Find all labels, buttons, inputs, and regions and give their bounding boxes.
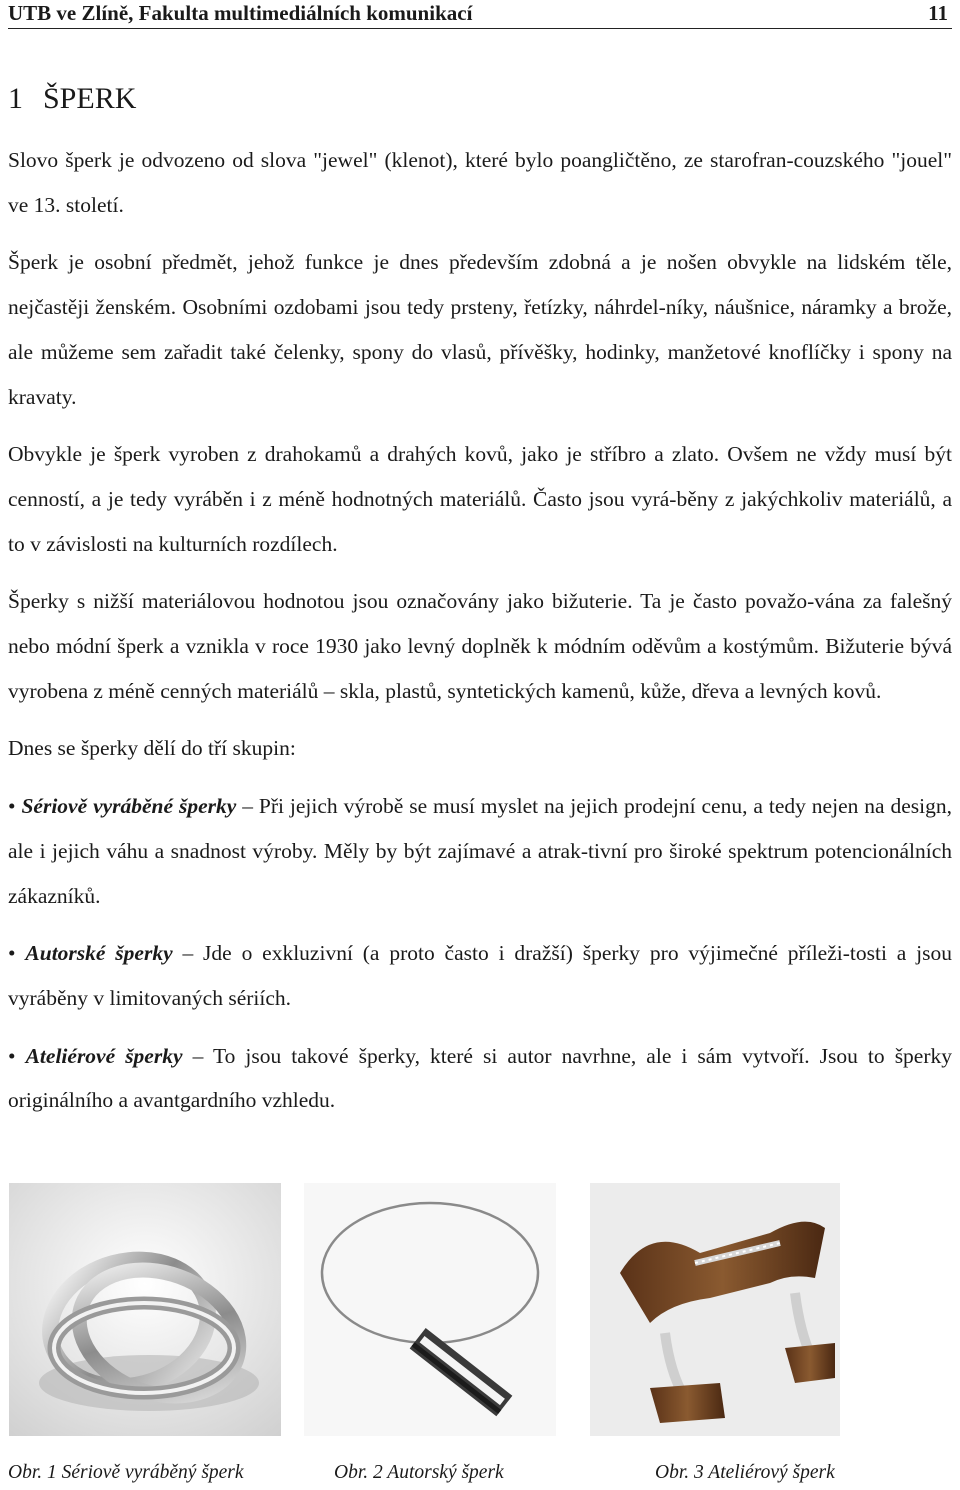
bullet-marker: • <box>8 794 16 819</box>
chapter-number: 1 <box>8 82 23 115</box>
caption-figure-3: Obr. 3 Ateliérový šperk <box>655 1462 835 1483</box>
bullet-term: Sériově vyráběné šperky <box>21 794 237 819</box>
bullet-marker: • <box>8 1043 16 1068</box>
bullet-text: – Při jejich výrobě se musí myslet na jejich prodejní cenu, a tedy nejen na design, ale i jejich váhu a snadnost výroby. Měly by být zajímavé a atrak-tivní pro široké spektrum potencionálních zákazníků. <box>8 794 953 908</box>
figure-pendant-photo <box>304 1183 556 1436</box>
bullet-term: Autorské šperky <box>25 941 173 966</box>
figures-row <box>0 1183 960 1443</box>
chapter-heading <box>8 82 136 116</box>
paragraph-groups-intro: Dnes se šperky dělí do tří skupin: <box>8 736 296 761</box>
chapter-title: ŠPERK <box>43 82 137 115</box>
figure-rings-photo <box>9 1183 281 1436</box>
caption-figure-1: Obr. 1 Sériově vyráběný šperk <box>8 1462 244 1483</box>
header-title: UTB ve Zlíně, Fakulta multimediálních komunikací <box>8 1 473 25</box>
page-header <box>8 0 952 29</box>
rings-illustration <box>9 1183 281 1436</box>
figure-captions <box>0 1462 960 1490</box>
bullet-text: – To jsou takové šperky, které si autor navrhne, ale i sám vytvoří. Jsou to šperky originálního a avantgardního vzhledu. <box>8 1043 953 1113</box>
caption-figure-2: Obr. 2 Autorský šperk <box>334 1462 504 1483</box>
figure-bracelet-photo <box>590 1183 840 1436</box>
list-item-series <box>8 784 952 918</box>
paragraph-definition: Šperk je osobní předmět, jehož funkce je dnes především zdobná a je nošen obvykle na lidském těle, nejčastěji ženském. Osobními ozdobami jsou tedy prsteny, řetízky, náhrdel-níky, náušnice, náramky a brože, ale můžeme sem zařadit také čelenky, spony do vlasů, přívěšky, hodinky, manžetové knoflíčky i spony na kravaty. <box>8 250 952 409</box>
pendant-illustration <box>304 1183 556 1436</box>
page-number: 11 <box>928 1 948 25</box>
list-item-atelier <box>8 1034 952 1123</box>
list-item-author <box>8 931 952 1020</box>
bullet-term: Ateliérové šperky <box>25 1043 183 1068</box>
bullet-text: – Jde o exkluzivní (a proto často i dražší) šperky pro výjimečné příleži-tosti a jsou vyráběny v limitovaných sériích. <box>8 941 953 1010</box>
bullet-marker: • <box>8 941 16 966</box>
paragraph-bijouterie: Šperky s nižší materiálovou hodnotou jsou označovány jako bižuterie. Ta je často považo-vána za falešný nebo módní šperk a vznikla v roce 1930 jako levný doplněk k módním oděvům a kostýmům. Bižuterie bývá vyrobena z méně cenných materiálů – skla, plastů, syntetických kamenů, kůže, dřeva a levných kovů. <box>8 589 952 703</box>
paragraph-etymology: Slovo šperk je odvozeno od slova "jewel" (klenot), které bylo poangličtěno, ze starofran-couzského "jouel" ve 13. století. <box>8 148 952 217</box>
bracelet-illustration <box>590 1183 840 1436</box>
body-text <box>8 138 952 1136</box>
paragraph-materials: Obvykle je šperk vyroben z drahokamů a drahých kovů, jako je stříbro a zlato. Ovšem ne vždy musí být cenností, a je tedy vyráběn i z méně hodnotných materiálů. Často jsou vyrá-běny z jakýchkoliv materiálů, a to v závislosti na kulturních rozdílech. <box>8 442 952 556</box>
